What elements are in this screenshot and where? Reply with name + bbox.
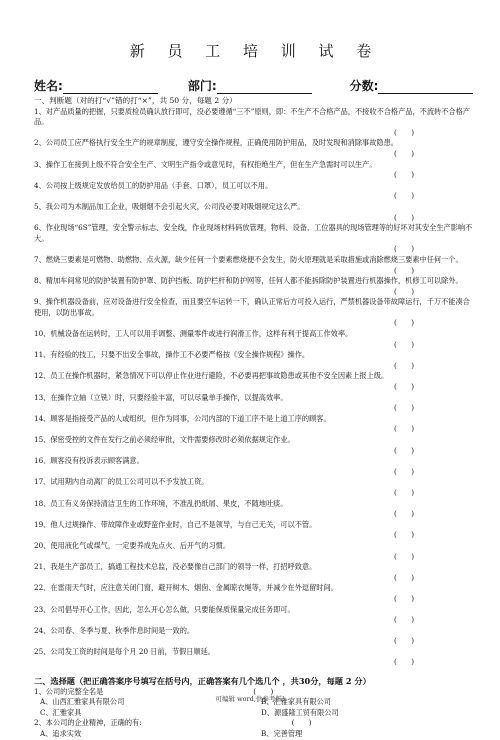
question-text: 10、机械设备在运转时，工人可以用手调整、测量零件或进行润滑工作，这样有利于提高工作效率。	[34, 329, 353, 339]
option[interactable]: A、追求实效	[40, 729, 82, 739]
answer-blank[interactable]: ( )	[394, 212, 414, 222]
option[interactable]: C、汇雅家具	[40, 707, 82, 717]
option-row	[34, 708, 476, 719]
question-item	[34, 435, 476, 456]
name-field[interactable]	[63, 79, 158, 94]
question-text: 2、公司员工应严格执行安全生产的规章制度，遵守安全操作规程，正确使用防护用品，及时发现和消除事故隐患。	[34, 138, 398, 148]
question-text: 21、我是生产部员工，搞通工程技术总监，没必要像自己部门的领导一样，打招呼致意。	[34, 562, 317, 572]
answer-blank[interactable]: ( )	[394, 615, 414, 625]
question-text: 18、员工有义务保持清洁卫生的工作环境，不准乱扔纸屑、果皮，不随地吐痰。	[34, 498, 288, 508]
answer-blank[interactable]: ( )	[394, 286, 414, 296]
choice-text: 2、本公司的企业精神，正确的有:	[34, 718, 142, 728]
true-false-list	[34, 107, 476, 668]
info-row	[34, 76, 476, 94]
question-text: 4、公司按上级规定发放给员工的防护用品（手套、口罩），员工可以不用。	[34, 180, 273, 190]
score-label: 分数:	[349, 79, 379, 93]
question-text: 8、精加车间常见的防护装置有防护罩、防护挡板、防护栏杆和防护网等，任何人都不能拆除防护装置进行机器操作，机修工可以除外。	[34, 276, 463, 286]
question-text: 14、顾客是指接受产品的人或组织，但作为同事，公司内部的下道工序不是上道工序的顾客。	[34, 413, 331, 423]
dept-field[interactable]	[217, 79, 312, 94]
question-item	[34, 562, 476, 583]
question-item	[34, 371, 476, 392]
answer-blank[interactable]: ( )	[394, 403, 414, 413]
question-item	[34, 456, 476, 477]
question-text: 11、有经验的技工，只要不出安全事故，操作工不必要严格按《安全操作规程》操作。	[34, 350, 310, 360]
question-text: 16、顾客没有投诉表示顾客满意。	[34, 456, 144, 466]
question-text: 7、燃烧三要素是可燃物、助燃物、点火源，缺少任何一个要素燃烧便不会发生，防火原理就是采取措施或消除燃烧三要素中任何一个。	[34, 254, 463, 264]
question-item	[34, 477, 476, 498]
answer-blank[interactable]: ( )	[394, 339, 414, 349]
choice-text: 1、公司的完整全名是	[34, 686, 104, 696]
question-item	[34, 541, 476, 562]
question-item	[34, 223, 476, 255]
question-text: 13、在操作立轴（立铣）时，只要经验丰富，可以尽量单手操作，以提高效率。	[34, 392, 288, 402]
question-item	[34, 255, 476, 276]
answer-blank[interactable]: ( )	[394, 509, 414, 519]
question-text: 12、员工在操作机器时，紧急情况下可以停止作业进行避险，不必要再把事故隐患或其他不安全因素上报上级。	[34, 371, 389, 381]
question-item	[34, 350, 476, 371]
answer-blank[interactable]: ( )	[394, 551, 414, 561]
question-text: 22、在雷雨天气时，应注意关闭门窗，避开树木、烟囱、金属晾衣绳等，并减少在外逗留时间。	[34, 583, 338, 593]
footer-note: 可编辑 word,供参考版!	[215, 695, 285, 703]
answer-blank[interactable]: ( )	[394, 657, 414, 667]
question-item	[34, 107, 476, 139]
answer-blank[interactable]: ( )	[394, 382, 414, 392]
question-text: 15、保密受控的文件在发行之前必须经审批，文件需要修改时必须依据规定作业。	[34, 435, 295, 444]
page-title: 新 员 工 培 训 试 卷	[129, 42, 381, 60]
question-item	[34, 276, 476, 297]
question-text: 23、公司倡导开心工作，因此，怎么开心怎么做，只要能保质保量完成任务即可。	[34, 604, 295, 614]
answer-blank[interactable]: ( )	[394, 148, 414, 158]
dept-label: 部门:	[187, 79, 217, 93]
choice-answer-blank[interactable]: ( )	[291, 718, 312, 728]
option[interactable]: B、完善管理	[261, 729, 303, 739]
question-item	[34, 499, 476, 520]
score-field[interactable]	[378, 79, 473, 94]
answer-blank[interactable]: ( )	[394, 445, 414, 455]
answer-blank[interactable]: ( )	[394, 487, 414, 497]
question-text: 19、他人过规操作、带故障作业或野蛮作业时，自己不是领导，与自己无关，可以不管。	[34, 519, 317, 529]
question-item	[34, 160, 476, 181]
choice-answer-blank[interactable]: ( )	[253, 686, 274, 696]
exam-body	[34, 96, 476, 740]
question-text: 20、使用液化气或煤气，一定要养成先点火、后开气的习惯。	[34, 540, 231, 550]
answer-blank[interactable]: ( )	[394, 424, 414, 434]
choice-question	[34, 718, 476, 729]
question-text: 5、我公司为木制品加工企业，吸烟烟不会引起火灾，公司没必要对吸烟规定这么严。	[34, 201, 305, 211]
question-text: 1、对产品质量的把握，只要质检员确认放行即可，没必要遵循“三不”原则，即：不生产不合格产品，不接收不合格产品，不流转不合格产品。	[34, 106, 470, 127]
question-text: 9、操作机器设备前，应对设备进行安全检查，而且要空车运转一下，确认正常后方可投入运行，严禁机器设备带故障运行，千万不能凑合使用，以防出事故。	[34, 297, 470, 317]
question-item	[34, 414, 476, 435]
answer-blank[interactable]: ( )	[394, 191, 414, 201]
answer-blank[interactable]: ( )	[394, 170, 414, 180]
question-item	[34, 181, 476, 202]
question-item	[34, 520, 476, 541]
option[interactable]: A、山西汇雅家具有限公司	[40, 697, 125, 707]
choice-item	[34, 718, 476, 739]
question-text: 3、操作工在接到上级不符合安全生产、文明生产指令或意见时，有权拒绝生产，但在生产急需时可以生产。	[34, 159, 377, 169]
answer-blank[interactable]: ( )	[394, 127, 414, 137]
question-text: 25、公司发工资的时间是每个月 20 日前，节假日顺延。	[34, 646, 215, 656]
question-item	[34, 393, 476, 414]
answer-blank[interactable]: ( )	[394, 360, 414, 370]
option-row	[34, 729, 476, 740]
question-item	[34, 605, 476, 626]
answer-blank[interactable]: ( )	[394, 572, 414, 582]
answer-blank[interactable]: ( )	[394, 466, 414, 476]
name-label: 姓名:	[34, 79, 63, 93]
answer-blank[interactable]: ( )	[394, 530, 414, 540]
answer-blank[interactable]: ( )	[394, 593, 414, 603]
question-item	[34, 297, 476, 329]
question-item	[34, 647, 476, 668]
question-text: 17、试用期内自动离厂的员工公司可以不予发放工资。	[34, 477, 209, 487]
question-item	[34, 329, 476, 350]
question-text: 24、公司春、冬季与夏、秋季作息时间是一致的。	[34, 625, 195, 635]
section1-heading: 一、判断题（对的打“√”错的打“×”，共 50 分，每题 2 分）	[34, 96, 237, 105]
question-item	[34, 202, 476, 223]
answer-blank[interactable]: ( )	[394, 265, 414, 275]
option[interactable]: D、源盛隆工贸有限公司	[261, 707, 339, 717]
option[interactable]: B、汇雅家具有限公司	[261, 697, 331, 707]
question-item	[34, 138, 476, 159]
question-item	[34, 583, 476, 604]
question-item	[34, 626, 476, 647]
section2-heading: 二、选择题（把正确答案序号填写在括号内，正确答案有几个选几个 ，共30分，每题 2 分）	[34, 676, 371, 687]
answer-blank[interactable]: ( )	[394, 636, 414, 646]
answer-blank[interactable]: ( )	[394, 318, 414, 328]
question-text: 6、作业现场“6S”管理，安全警示标志、安全线，作业现场材料码放管理，物料、设备、工位器具的现场管理等的好坏对其安全生产影响不大。	[34, 223, 473, 243]
answer-blank[interactable]: ( )	[394, 244, 414, 254]
